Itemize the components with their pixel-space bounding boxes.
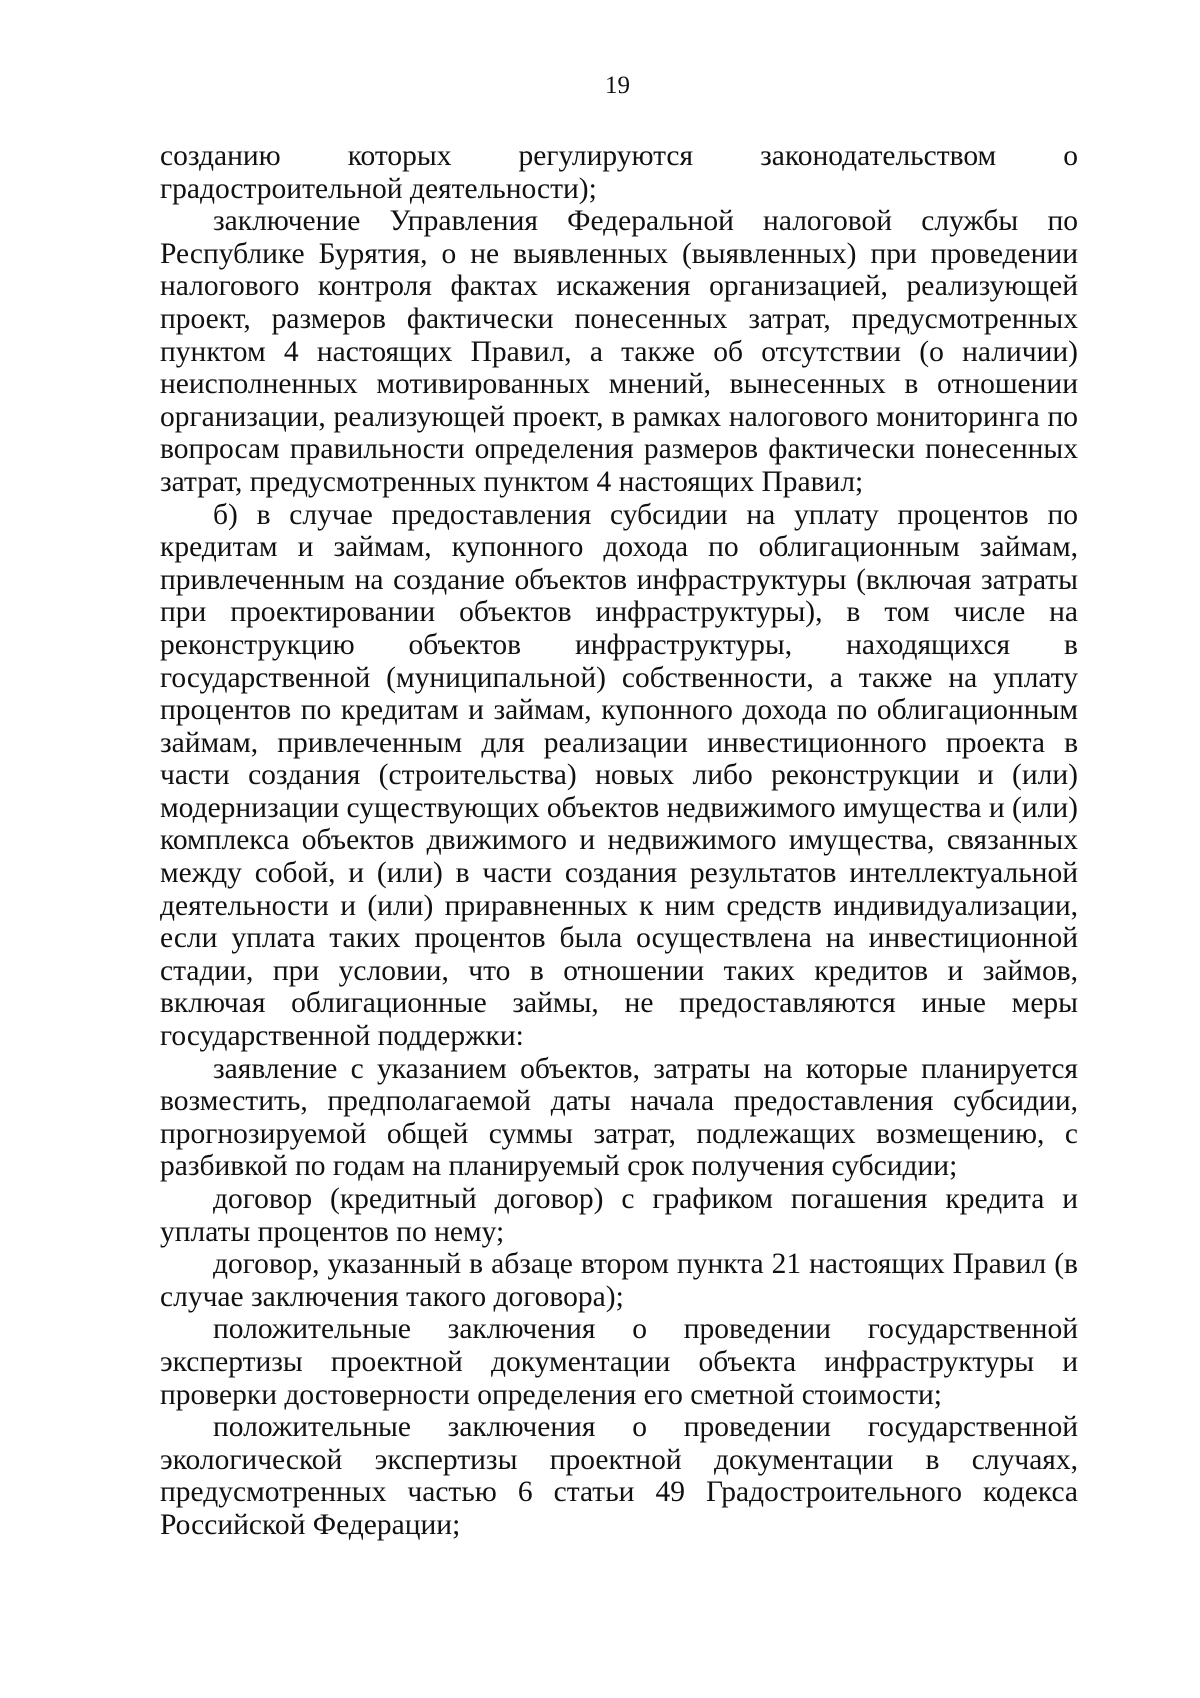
paragraph-ecological-expertise: положительные заключения о проведении государственной экологической экспертизы проектной документации в случаях, предусмотренных частью 6 статьи 49 Градостроительного кодекса Российской Федерации; [160,1411,1078,1541]
paragraph-continuation: созданию которых регулируются законодательством о градостроительной деятельности); [160,140,1078,205]
paragraph-agreement-clause-21: договор, указанный в абзаце втором пункта 21 настоящих Правил (в случае заключения такого договора); [160,1248,1078,1313]
paragraph-credit-agreement: договор (кредитный договор) с графиком погашения кредита и уплаты процентов по нему; [160,1183,1078,1248]
paragraph-subsidy-interest-case: б) в случае предоставления субсидии на уплату процентов по кредитам и займам, купонного дохода по облигационным займам, привлеченным на создание объектов инфраструктуры (включая затраты при проектировании объектов инфраструктуры), в том числе на реконструкцию объектов инфраструктуры, находящихся в государственной (муниципальной) собственности, а также на уплату процентов по кредитам и займам, купонного дохода по облигационным займам, привлеченным для реализации инвестиционного проекта в части создания (строительства) новых либо реконструкции и (или) модернизации существующих объектов недвижимого имущества и (или) комплекса объектов движимого и недвижимого имущества, связанных между собой, и (или) в части создания результатов интеллектуальной деятельности и (или) приравненных к ним средств индивидуализации, если уплата таких процентов была осуществлена на инвестиционной стадии, при условии, что в отношении таких кредитов и займов, включая облигационные займы, не предоставляются иные меры государственной поддержки: [160,498,1078,1053]
paragraph-tax-service-conclusion: заключение Управления Федеральной налоговой службы по Республике Бурятия, о не выявленных (выявленных) при проведении налогового контроля фактах искажения организацией, реализующей проект, размеров фактически понесенных затрат, предусмотренных пунктом 4 настоящих Правил, а также об отсутствии (о наличии) неисполненных мотивированных мнений, вынесенных в отношении организации, реализующей проект, в рамках налогового мониторинга по вопросам правильности определения размеров фактически понесенных затрат, предусмотренных пунктом 4 настоящих Правил; [160,205,1078,498]
paragraph-application: заявление с указанием объектов, затраты на которые планируется возместить, предполагаемой даты начала предоставления субсидии, прогнозируемой общей суммы затрат, подлежащих возмещению, с разбивкой по годам на планируемый срок получения субсидии; [160,1052,1078,1183]
paragraph-state-expertise: положительные заключения о проведении государственной экспертизы проектной документации объекта инфраструктуры и проверки достоверности определения его сметной стоимости; [160,1313,1078,1411]
document-body [160,140,1078,1542]
page-number: 19 [605,72,630,99]
